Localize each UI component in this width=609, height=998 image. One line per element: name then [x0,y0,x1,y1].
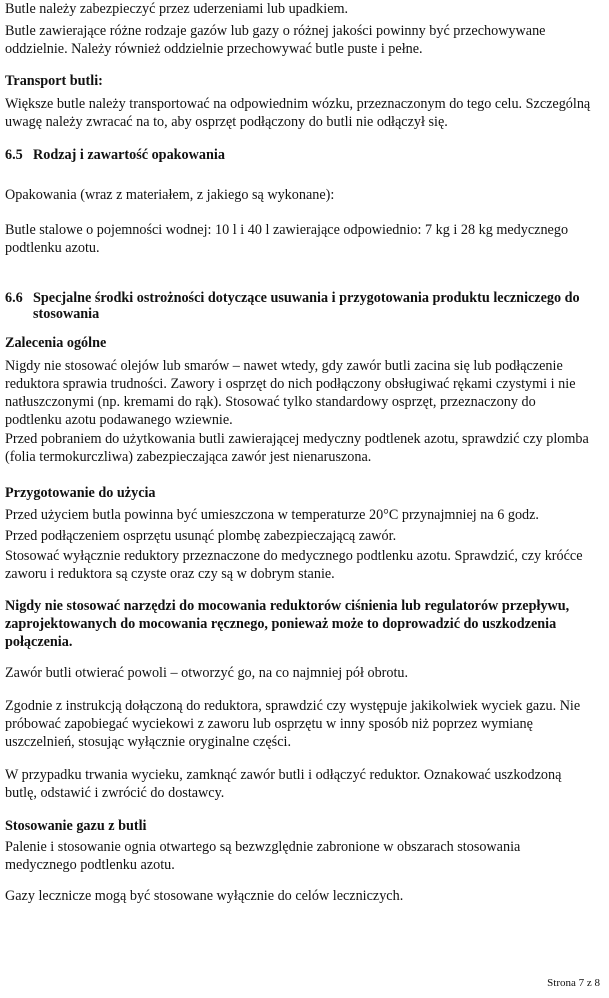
paragraph: Gazy lecznicze mogą być stosowane wyłącznie do celów leczniczych. [5,888,404,904]
section-heading: Transport butli: [5,73,103,89]
section-number: 6.5 [5,147,23,163]
paragraph: Nigdy nie stosować olejów lub smarów – nawet wtedy, gdy zawór butli zacina się lub podłączenie reduktora sprawia trudności. Zawory i osprzęt do nich podłączony obsługiwać rękami czystymi i nie natłuszczonymi (np. kremami do rąk). Stosować tylko standardowy osprzęt, przeznaczony do podtlenku azotu podawanego wziewnie. [5,358,576,428]
section-title: Rodzaj i zawartość opakowania [33,147,225,163]
paragraph: Przed użyciem butla powinna być umieszczona w temperaturze 20°C przynajmniej na 6 godz. [5,507,539,523]
paragraph: Butle należy zabezpieczyć przez uderzeniami lub upadkiem. [5,1,349,17]
subheading: Przygotowanie do użycia [5,485,156,501]
paragraph: Opakowania (wraz z materiałem, z jakiego są wykonane): [5,187,335,203]
section-number: 6.6 [5,290,23,306]
subheading: Zalecenia ogólne [5,335,107,351]
paragraph: Większe butle należy transportować na odpowiednim wózku, przeznaczonym do tego celu. Szczególną uwagę należy zwracać na to, aby osprzęt podłączony do butli nie odłączył się. [5,96,591,130]
paragraph: Przed podłączeniem osprzętu usunąć plombę zabezpieczającą zawór. [5,528,397,544]
section-title-continued: stosowania [33,306,100,322]
paragraph: Palenie i stosowanie ognia otwartego są bezwzględnie zabronione w obszarach stosowania medycznego podtlenku azotu. [5,839,521,873]
section-title: Specjalne środki ostrożności dotyczące usuwania i przygotowania produktu leczniczego do [33,290,580,306]
section-heading-6-5 [5,146,600,164]
paragraph: Stosować wyłącznie reduktory przeznaczone do medycznego podtlenku azotu. Sprawdzić, czy króćce zaworu i reduktora są czyste oraz czy są w dobrym stanie. [5,548,583,582]
paragraph: W przypadku trwania wycieku, zamknąć zawór butli i odłączyć reduktor. Oznakować uszkodzoną butlę, odstawić i zwrócić do dostawcy. [5,767,562,801]
warning-paragraph: Nigdy nie stosować narzędzi do mocowania reduktorów ciśnienia lub regulatorów przepływu, zaprojektowanych do mocowania ręcznego, ponieważ może to doprowadzić do uszkodzenia połączenia. [5,598,570,650]
paragraph: Butle zawierające różne rodzaje gazów lub gazy o różnej jakości powinny być przechowywane oddzielnie. Należy również oddzielnie przechowywać butle puste i pełne. [5,23,546,57]
paragraph: Butle stalowe o pojemności wodnej: 10 l i 40 l zawierające odpowiednio: 7 kg i 28 kg medycznego podtlenku azotu. [5,222,569,256]
paragraph: Zgodnie z instrukcją dołączoną do reduktora, sprawdzić czy występuje jakikolwiek wyciek gazu. Nie próbować zapobiegać wyciekowi z zaworu lub osprzętu w inny sposób niż poprzez wymianę uszczelnień, stosując wyłącznie oryginalne części. [5,698,581,750]
paragraph: Zawór butli otwierać powoli – otworzyć go, na co najmniej pół obrotu. [5,665,409,681]
page-number: Strona 7 z 8 [547,977,600,989]
paragraph: Przed pobraniem do użytkowania butli zawierającej medyczny podtlenek azotu, sprawdzić czy plomba (folia termokurczliwa) zabezpieczająca zawór jest nienaruszona. [5,431,589,465]
subheading: Stosowanie gazu z butli [5,818,147,834]
